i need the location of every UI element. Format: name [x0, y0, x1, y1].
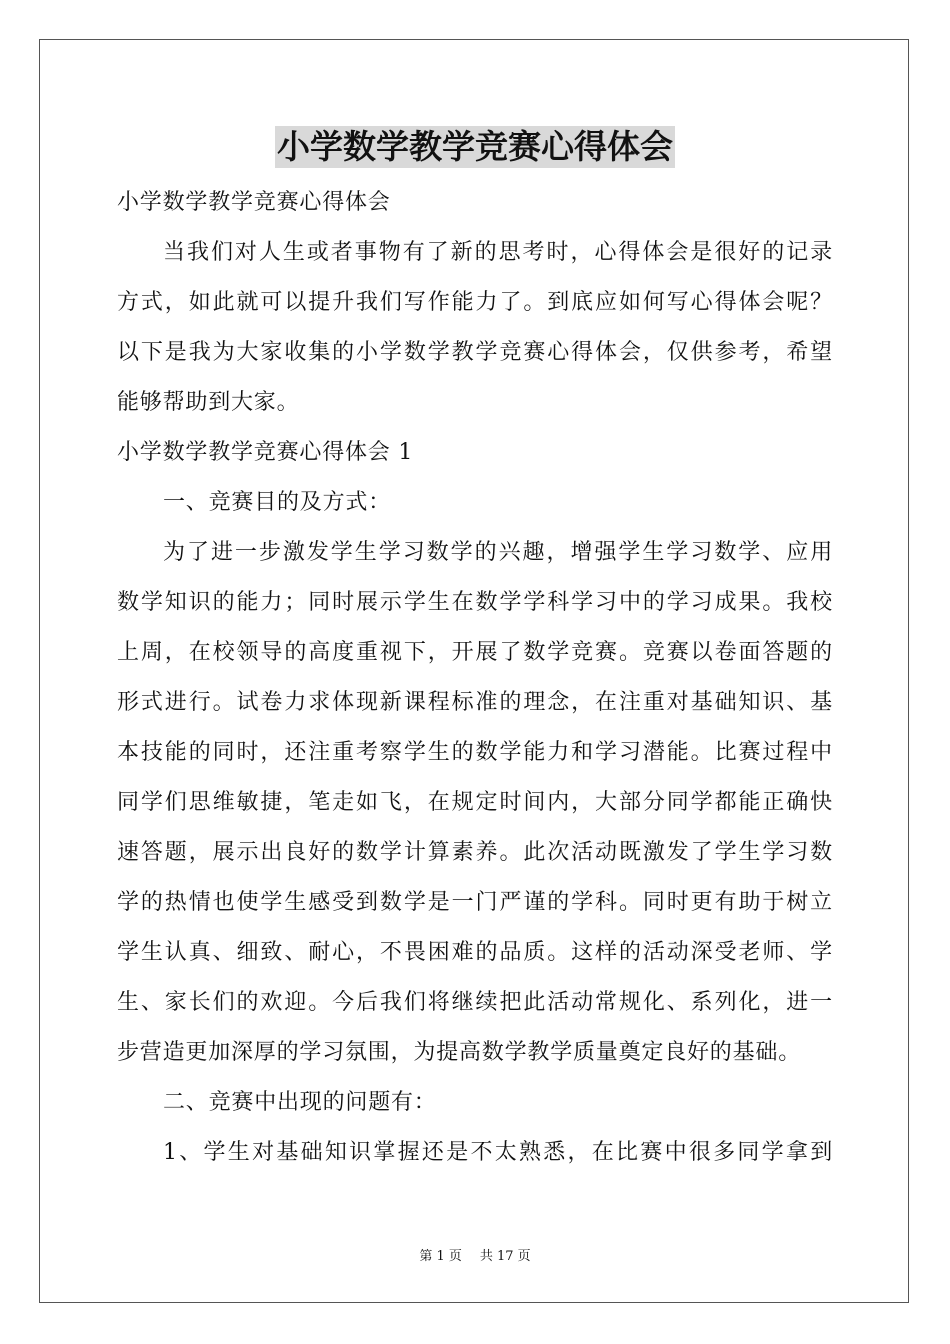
section-heading: 小学数学教学竞赛心得体会 1	[117, 440, 414, 465]
page-number: 第 1 页	[419, 1249, 462, 1264]
page-total: 共 17 页	[479, 1249, 531, 1264]
paragraph-line: 1、学生对基础知识掌握还是不太熟悉，在比赛中很多同学拿到	[163, 1140, 833, 1165]
paragraph-line: 学生认真、细致、耐心，不畏困难的品质。这样的活动深受老师、学	[117, 940, 833, 965]
paragraph-line: 学的热情也使学生感受到数学是一门严谨的学科。同时更有助于树立	[117, 890, 833, 915]
document-body	[117, 178, 833, 1178]
paragraph-line: 本技能的同时，还注重考察学生的数学能力和学习潜能。比赛过程中	[117, 740, 833, 765]
paragraph-line: 上周，在校领导的高度重视下，开展了数学竞赛。竞赛以卷面答题的	[117, 640, 833, 665]
subsection-heading: 二、竞赛中出现的问题有：	[163, 1090, 437, 1115]
page-footer	[0, 1248, 950, 1266]
paragraph-line: 形式进行。试卷力求体现新课程标准的理念，在注重对基础知识、基	[117, 690, 833, 715]
subtitle-line: 小学数学教学竞赛心得体会	[117, 190, 391, 215]
paragraph-line: 数学知识的能力；同时展示学生在数学学科学习中的学习成果。我校	[117, 590, 833, 615]
title-container	[0, 126, 950, 168]
subsection-heading: 一、竞赛目的及方式：	[163, 490, 392, 515]
paragraph-line: 当我们对人生或者事物有了新的思考时，心得体会是很好的记录	[163, 240, 833, 265]
paragraph-line: 生、家长们的欢迎。今后我们将继续把此活动常规化、系列化，进一	[117, 990, 833, 1015]
paragraph-line: 同学们思维敏捷，笔走如飞，在规定时间内，大部分同学都能正确快	[117, 790, 833, 815]
paragraph-line: 方式，如此就可以提升我们写作能力了。到底应如何写心得体会呢？	[117, 290, 833, 315]
paragraph-line: 速答题，展示出良好的数学计算素养。此次活动既激发了学生学习数	[117, 840, 833, 865]
paragraph-line: 以下是我为大家收集的小学数学教学竞赛心得体会，仅供参考，希望	[117, 340, 833, 365]
paragraph-line: 步营造更加深厚的学习氛围，为提高数学教学质量奠定良好的基础。	[117, 1040, 802, 1065]
document-title: 小学数学教学竞赛心得体会	[277, 127, 673, 166]
paragraph-line: 为了进一步激发学生学习数学的兴趣，增强学生学习数学、应用	[163, 540, 833, 565]
paragraph-line: 能够帮助到大家。	[117, 390, 300, 415]
